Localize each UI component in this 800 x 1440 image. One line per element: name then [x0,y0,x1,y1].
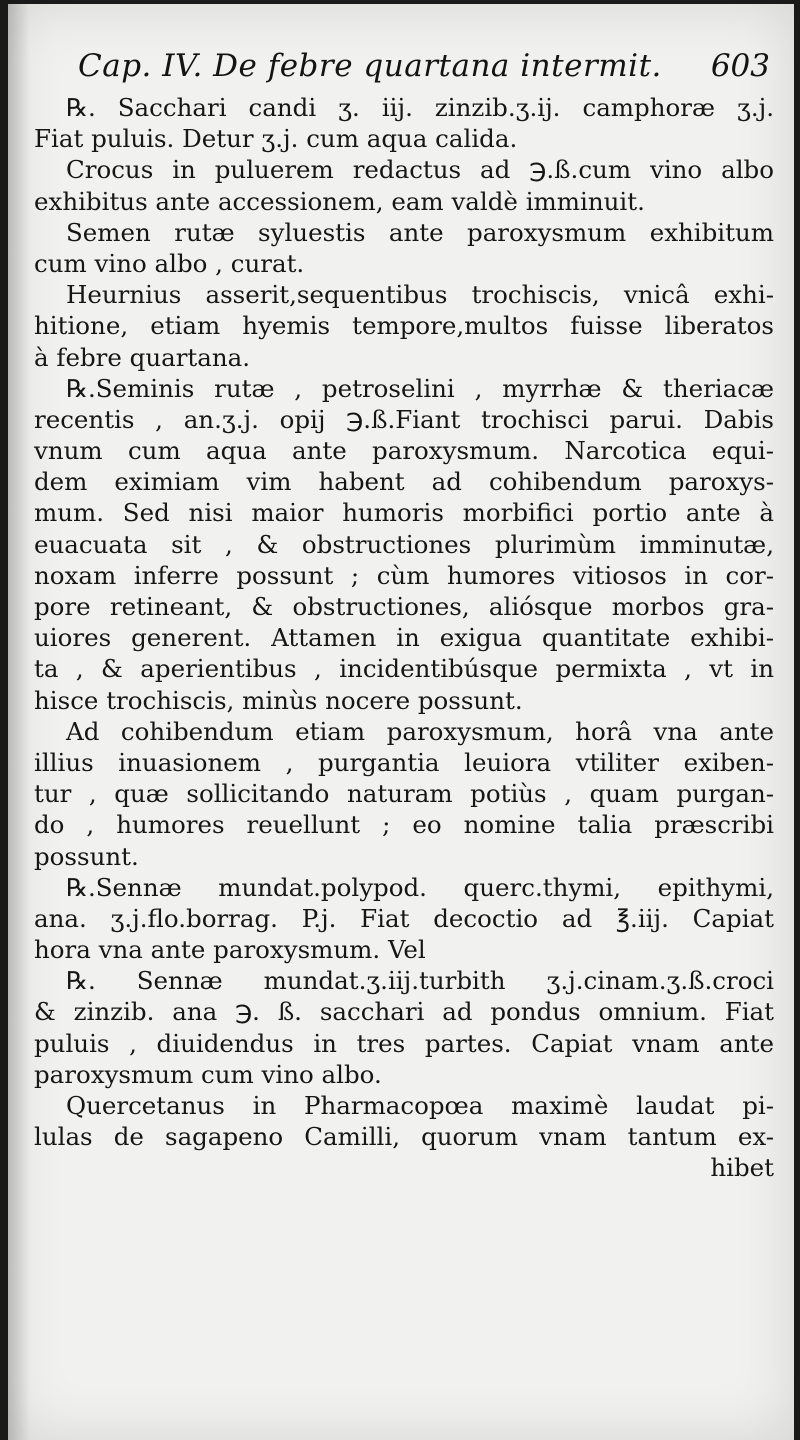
text-line: hibet [710,1153,774,1183]
text-line: hora vna ante paroxysmum. Vel [34,935,426,965]
text-line: vnum cum aqua ante paroxysmum. Narcotica equi- [34,436,774,466]
text-line: mum. Sed nisi maior humoris morbifici portio ante à [34,498,774,528]
body-text [34,92,774,1184]
text-line: ℞.Seminis rutæ , petroselini , myrrhæ & theriacæ [66,373,774,403]
text-line: recentis , an.ʒ.j. opij ℈.ß.Fiant trochisci parui. Dabis [34,404,774,434]
text-line: paroxysmum cum vino albo. [34,1059,382,1089]
text-line: cum vino albo , curat. [34,248,305,278]
text-line: pore retineant, & obstructiones, aliósque morbos gra- [34,592,774,621]
text-line: tur , quæ sollicitando naturam potiùs , quam purgan- [34,779,774,809]
text-line: ℞.Sennæ mundat.polypod. querc.thymi, epithymi, [66,872,774,902]
chapter-title: Cap. IV. De febre quartana intermit. [78,48,662,84]
text-line: hitione, etiam hyemis tempore,multos fuisse liberatos [34,311,774,341]
text-line: Crocus in puluerem redactus ad ℈.ß.cum vino albo [66,155,774,185]
text-line: illius inuasionem , purgantia leuiora vtiliter exiben- [34,747,774,777]
text-line: Fiat puluis. Detur ʒ.j. cum aqua calida. [34,124,518,154]
text-line: ta , & aperientibus , incidentibúsque permixta , vt in [34,654,774,684]
running-header [78,48,778,98]
text-line: ℞. Sacchari candi ʒ. iij. zinzib.ʒ.ij. camphoræ ʒ.j. [66,93,774,122]
page-edge-shadow [8,4,30,1440]
text-line: euacuata sit , & obstructiones plurimùm imminutæ, [34,529,774,559]
text-line: uiores generent. Attamen in exigua quantitate exhibi- [34,623,774,653]
book-page [8,4,794,1440]
text-line: lulas de sagapeno Camilli, quorum vnam tantum ex- [34,1122,774,1152]
page-number: 603 [710,48,770,84]
text-line: Ad cohibendum etiam paroxysmum, horâ vna ante [66,716,774,746]
text-line: ana. ʒ.j.flo.borrag. P.j. Fiat decoctio ad ℥.iij. Capiat [34,903,774,933]
text-line: & zinzib. ana ℈. ß. sacchari ad pondus omnium. Fiat [34,997,774,1027]
text-line: exhibitus ante accessionem, eam valdè imminuit. [34,186,645,216]
text-line: dem eximiam vim habent ad cohibendum paroxys- [34,467,774,497]
text-line: ℞. Sennæ mundat.ʒ.iij.turbith ʒ.j.cinam.ʒ.ß.croci [66,966,774,996]
text-line: à febre quartana. [34,342,251,372]
text-line: Quercetanus in Pharmacopœa maximè laudat pi- [66,1091,774,1120]
text-line: puluis , diuidendus in tres partes. Capiat vnam ante [34,1028,774,1058]
text-line: Semen rutæ syluestis ante paroxysmum exhibitum [66,217,774,247]
text-line: possunt. [34,841,139,871]
text-line: hisce trochiscis, minùs nocere possunt. [34,685,523,715]
text-line: noxam inferre possunt ; cùm humores vitiosos in cor- [34,560,774,590]
text-line: do , humores reuellunt ; eo nomine talia præscribi [34,810,774,840]
text-line: Heurnius asserit,sequentibus trochiscis, vnicâ exhi- [66,280,774,310]
